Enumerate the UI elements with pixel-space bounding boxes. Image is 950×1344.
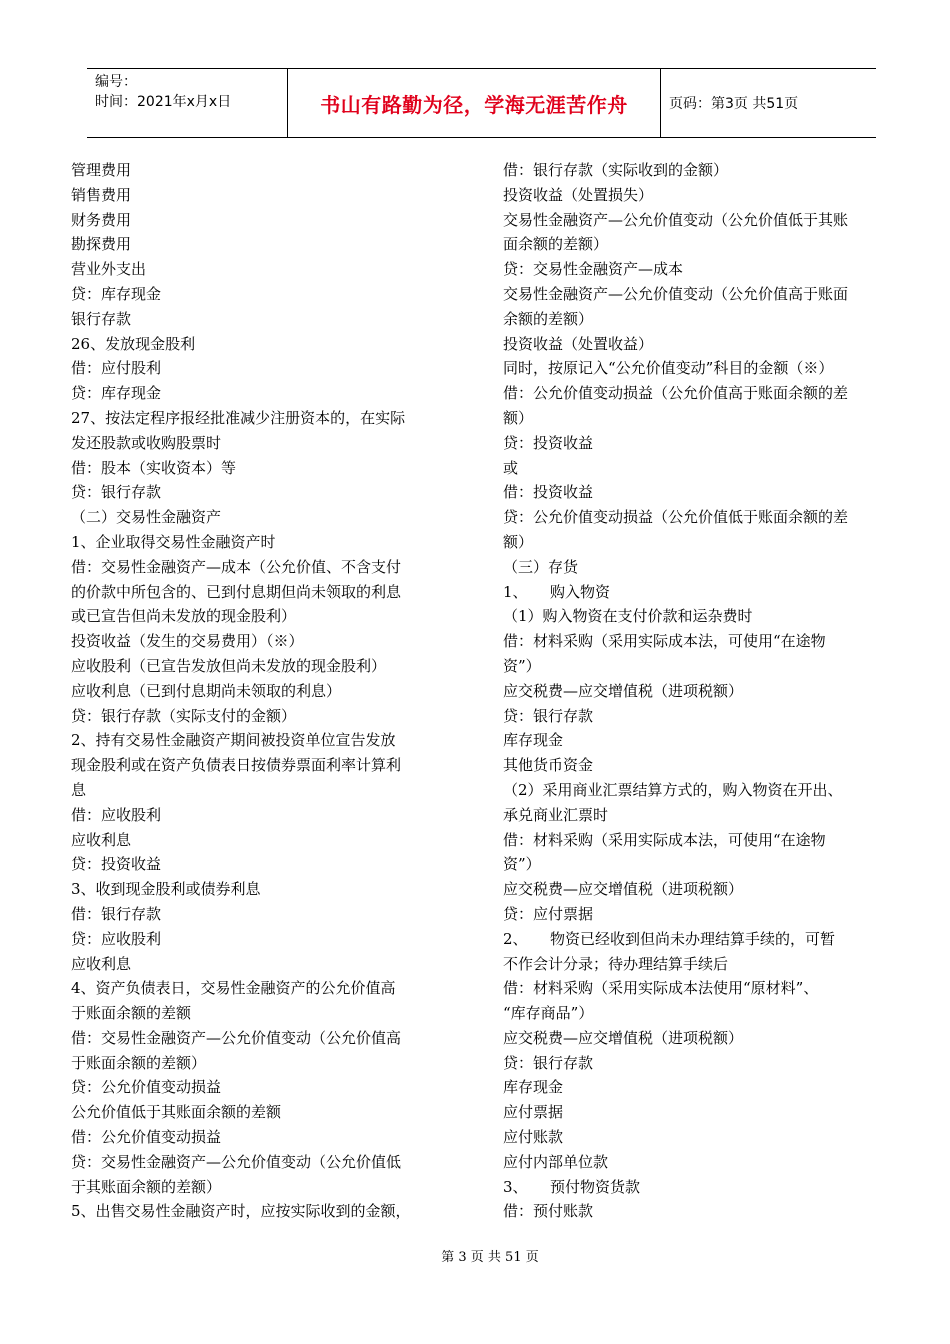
text-line: 应收利息 <box>71 830 132 849</box>
text-line: 贷：银行存款 <box>503 1053 594 1072</box>
text-line: 的价款中所包含的、已到付息期但尚未领取的利息 <box>71 582 402 601</box>
header-page-label: 页码：第3页 共51页 <box>669 96 799 112</box>
text-line: 同时，按原记入“公允价值变动”科目的金额（※） <box>503 359 834 378</box>
text-line: 投资收益（处置损失） <box>503 185 654 204</box>
text-line: 库存现金 <box>503 1078 564 1097</box>
text-line: （1）购入物资在支付价款和运杂费时 <box>503 607 753 626</box>
text-line: 应交税费—应交增值税（进项税额） <box>503 681 744 700</box>
text-line: 于其账面余额的差额） <box>71 1177 222 1196</box>
text-line: 额） <box>503 532 534 551</box>
text-line: 借：材料采购（采用实际成本法，可使用“在途物 <box>503 830 826 849</box>
time-label: 时间：2021年x月x日 <box>95 94 232 110</box>
text-line: （二）交易性金融资产 <box>71 508 222 527</box>
text-line: 应付账款 <box>503 1128 564 1147</box>
text-line: 借：预付账款 <box>503 1202 594 1221</box>
text-line: 借：银行存款（实际收到的金额） <box>503 161 729 179</box>
text-line: （2）采用商业汇票结算方式的，购入物资在开出、 <box>503 780 843 799</box>
text-line: 勘探费用 <box>71 235 132 254</box>
text-line: 库存现金 <box>503 731 564 750</box>
text-line: 2、持有交易性金融资产期间被投资单位宣告发放 <box>71 731 396 750</box>
text-line: 2、 物资已经收到但尚未办理结算手续的，可暂 <box>503 929 836 948</box>
text-line: （三）存货 <box>503 557 579 576</box>
text-line: 借：交易性金融资产—成本（公允价值、不含支付 <box>71 557 402 576</box>
text-line: 资”） <box>503 855 541 874</box>
text-line: 应收利息 <box>71 954 132 973</box>
text-line: 贷：投资收益 <box>503 433 594 452</box>
page-header <box>87 68 876 138</box>
text-line: “库存商品”） <box>503 1004 594 1023</box>
text-line: 贷：交易性金融资产—成本 <box>503 260 684 279</box>
text-line: 贷：交易性金融资产—公允价值变动（公允价值低 <box>71 1152 402 1171</box>
text-line: 应交税费—应交增值税（进项税额） <box>503 880 744 899</box>
text-line: 应收利息（已到付息期尚未领取的利息） <box>71 681 342 700</box>
text-line: 交易性金融资产—公允价值变动（公允价值低于其账 <box>503 210 849 229</box>
text-line: 或 <box>503 458 519 477</box>
text-line: 3、收到现金股利或债券利息 <box>71 880 261 899</box>
text-line: 借：公允价值变动损益（公允价值高于账面余额的差 <box>503 384 849 403</box>
text-line: 其他货币资金 <box>503 756 594 775</box>
page-footer: 第 3 页 共 51 页 <box>441 1250 539 1265</box>
text-line: 承兑商业汇票时 <box>503 805 609 824</box>
text-line: 额） <box>503 408 534 427</box>
text-line: 借：股本（实收资本）等 <box>71 458 237 477</box>
text-line: 贷：应收股利 <box>71 929 162 948</box>
text-line: 借：应付股利 <box>71 359 162 378</box>
header-motto: 书山有路勤为径，学海无涯苦作舟 <box>288 69 661 137</box>
text-line: 贷：库存现金 <box>71 384 162 403</box>
text-line: 于账面余额的差额） <box>71 1053 207 1072</box>
text-line: 借：银行存款 <box>71 904 162 923</box>
text-line: 贷：银行存款 <box>71 483 162 502</box>
text-line: 应付票据 <box>503 1103 564 1122</box>
text-line: 息 <box>71 780 87 799</box>
text-line: 贷：投资收益 <box>71 855 162 874</box>
text-line: 交易性金融资产—公允价值变动（公允价值高于账面 <box>503 284 849 303</box>
text-line: 26、发放现金股利 <box>71 334 196 353</box>
text-line: 发还股款或收购股票时 <box>71 433 222 452</box>
text-line: 1、 购入物资 <box>503 582 611 601</box>
text-line: 应收股利（已宣告发放但尚未发放的现金股利） <box>71 656 387 675</box>
text-line: 资”） <box>503 656 541 675</box>
text-line: 于账面余额的差额 <box>71 1004 192 1023</box>
text-line: 5、出售交易性金融资产时，应按实际收到的金额， <box>71 1202 411 1221</box>
text-line: 或已宣告但尚未发放的现金股利） <box>71 607 297 626</box>
text-line: 贷：公允价值变动损益（公允价值低于账面余额的差 <box>503 508 849 527</box>
text-line: 公允价值低于其账面余额的差额 <box>71 1103 282 1122</box>
text-line: 营业外支出 <box>71 260 147 279</box>
text-line: 贷：库存现金 <box>71 284 162 303</box>
text-line: 现金股利或在资产负债表日按债券票面利率计算利 <box>71 756 402 775</box>
text-line: 贷：银行存款（实际支付的金额） <box>71 706 297 725</box>
text-line: 27、按法定程序报经批准减少注册资本的，在实际 <box>71 408 406 427</box>
text-line: 财务费用 <box>71 210 132 229</box>
text-line: 银行存款 <box>71 309 132 328</box>
text-line: 不作会计分录；待办理结算手续后 <box>503 954 729 973</box>
text-line: 贷：应付票据 <box>503 904 594 923</box>
text-line: 投资收益（发生的交易费用）（※） <box>71 632 304 651</box>
text-line: 面余额的差额） <box>503 235 609 254</box>
text-line: 借：材料采购（采用实际成本法，可使用“在途物 <box>503 632 826 651</box>
text-line: 投资收益（处置收益） <box>503 334 654 353</box>
text-line: 借：投资收益 <box>503 483 594 502</box>
text-line: 借：交易性金融资产—公允价值变动（公允价值高 <box>71 1028 402 1047</box>
text-line: 3、 预付物资货款 <box>503 1177 641 1196</box>
text-line: 借：应收股利 <box>71 805 162 824</box>
text-line: 贷：公允价值变动损益 <box>71 1078 222 1097</box>
text-line: 借：材料采购（采用实际成本法使用“原材料”、 <box>503 979 819 998</box>
number-label: 编号： <box>95 74 137 90</box>
header-meta <box>87 69 288 137</box>
text-line: 销售费用 <box>71 185 132 204</box>
text-line: 余额的差额） <box>503 309 594 328</box>
right-column <box>503 158 885 1224</box>
text-line: 管理费用 <box>71 161 132 179</box>
text-line: 1、企业取得交易性金融资产时 <box>71 532 276 551</box>
text-line: 4、资产负债表日，交易性金融资产的公允价值高 <box>71 979 396 998</box>
left-column <box>71 158 453 1224</box>
text-line: 应付内部单位款 <box>503 1152 609 1171</box>
text-line: 应交税费—应交增值税（进项税额） <box>503 1028 744 1047</box>
text-line: 借：公允价值变动损益 <box>71 1128 222 1147</box>
text-line: 贷：银行存款 <box>503 706 594 725</box>
